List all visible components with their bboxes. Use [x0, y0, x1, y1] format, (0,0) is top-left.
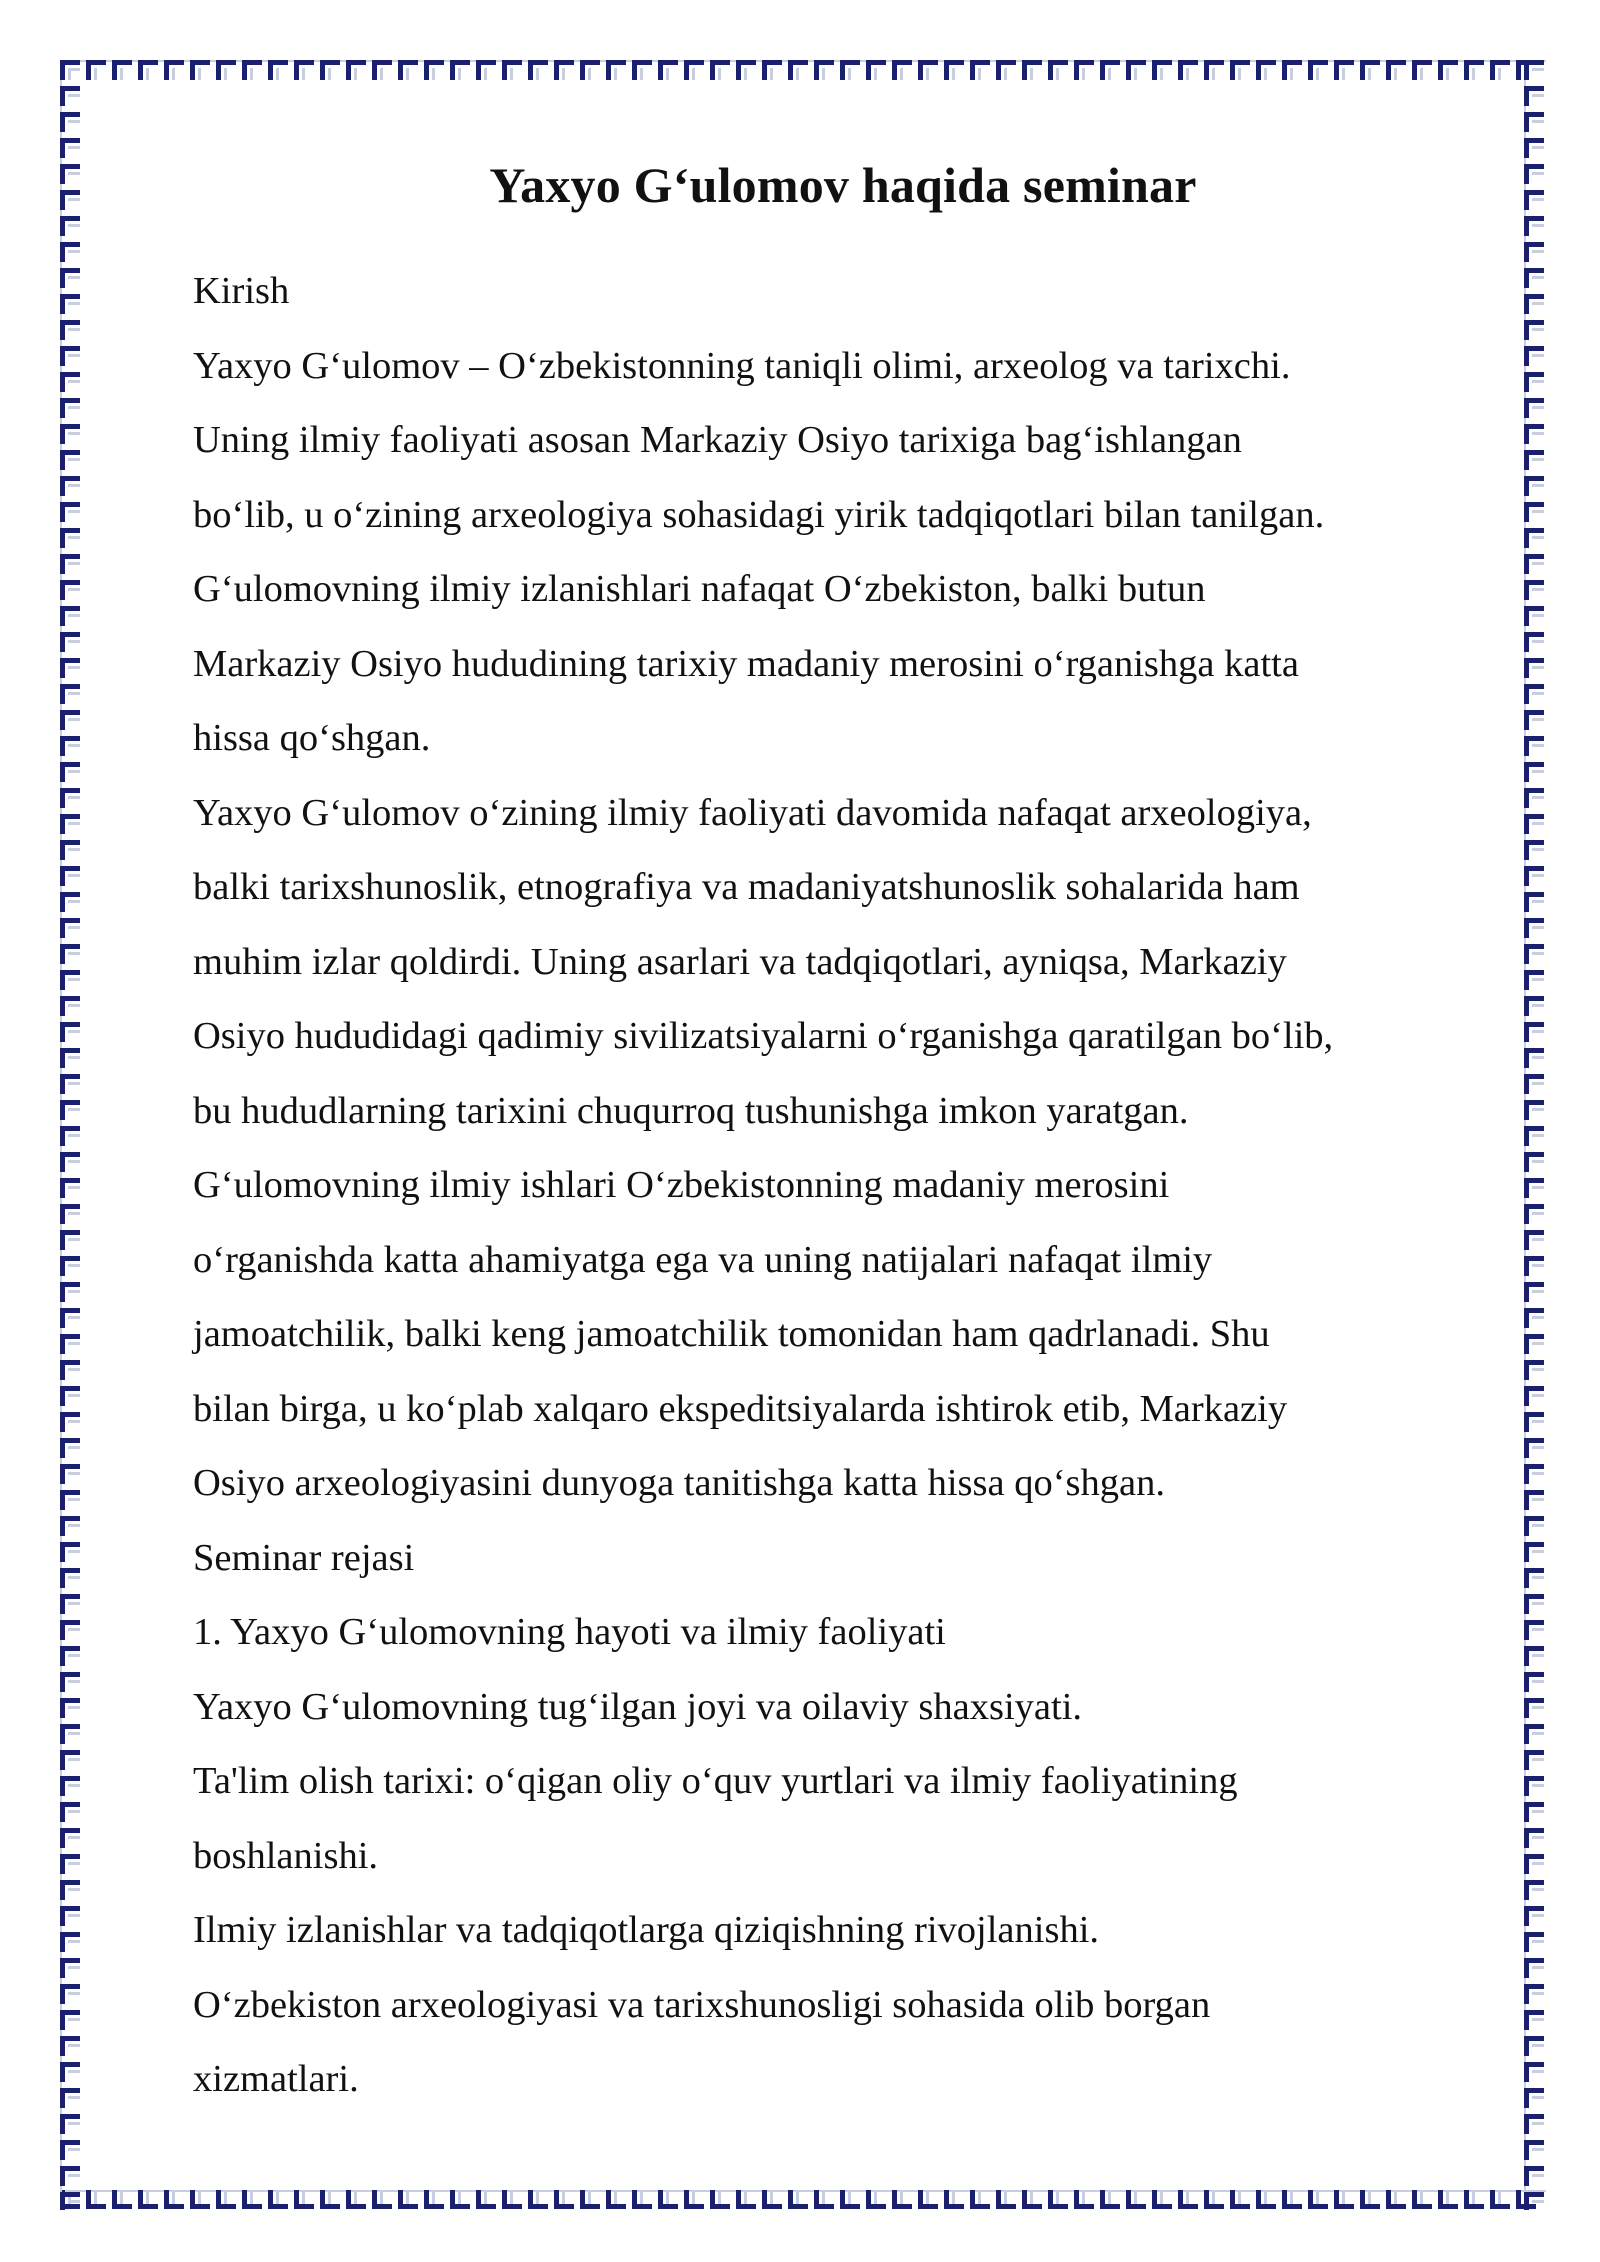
text-line: O‘zbekiston arxeologiyasi va tarixshunosligi sohasida olib borgan: [193, 1983, 1211, 2026]
text-line: jamoatchilik, balki keng jamoatchilik tomonidan ham qadrlanadi. Shu: [193, 1313, 1270, 1355]
document-title: Yaxyo G‘ulomov haqida seminar: [489, 157, 1197, 213]
text-line: Ilmiy izlanishlar va tadqiqotlarga qiziqishning rivojlanishi.: [193, 1909, 1100, 1951]
text-line: 1. Yaxyo G‘ulomovning hayoti va ilmiy faoliyati: [193, 1611, 946, 1653]
text-line: bu hududlarning tarixini chuqurroq tushunishga imkon yaratgan.: [193, 1089, 1189, 1132]
text-line: G‘ulomovning ilmiy izlanishlari nafaqat O‘zbekiston, balki butun: [193, 568, 1206, 610]
text-line: Osiyo arxeologiyasini dunyoga tanitishga katta hissa qo‘shgan.: [193, 1462, 1165, 1504]
text-line: hissa qo‘shgan.: [193, 717, 431, 759]
document-body: [193, 140, 1483, 2117]
text-line: muhim izlar qoldirdi. Uning asarlari va tadqiqotlari, ayniqsa, Markaziy: [193, 940, 1287, 983]
paragraph-lines: [193, 254, 1483, 2117]
text-line: o‘rganishda katta ahamiyatga ega va uning natijalari nafaqat ilmiy: [193, 1238, 1213, 1281]
text-line: Kirish: [193, 270, 290, 312]
section-heading: Seminar rejasi: [193, 1536, 415, 1579]
text-line: bilan birga, u ko‘plab xalqaro ekspeditsiyalarda ishtirok etib, Markaziy: [193, 1387, 1288, 1430]
text-line: balki tarixshunoslik, etnografiya va madaniyatshunoslik sohalarida ham: [193, 866, 1300, 908]
text-line: Yaxyo G‘ulomovning tug‘ilgan joyi va oilaviy shaxsiyati.: [193, 1685, 1083, 1728]
text-line: xizmatlari.: [193, 2058, 359, 2100]
text-line: Uning ilmiy faoliyati asosan Markaziy Osiyo tarixiga bag‘ishlangan: [193, 419, 1242, 461]
text-line: Yaxyo G‘ulomov o‘zining ilmiy faoliyati davomida nafaqat arxeologiya,: [193, 791, 1312, 834]
text-line: boshlanishi.: [193, 1834, 379, 1877]
text-line: Osiyo hududidagi qadimiy sivilizatsiyalarni o‘rganishga qaratilgan bo‘lib,: [193, 1015, 1334, 1057]
text-line: bo‘lib, u o‘zining arxeologiya sohasidagi yirik tadqiqotlari bilan tanilgan.: [193, 493, 1325, 536]
text-line: Markaziy Osiyo hududining tarixiy madaniy merosini o‘rganishga katta: [193, 642, 1299, 685]
text-line: G‘ulomovning ilmiy ishlari O‘zbekistonning madaniy merosini: [193, 1164, 1170, 1206]
text-line: Ta'lim olish tarixi: o‘qigan oliy o‘quv yurtlari va ilmiy faoliyatining: [193, 1760, 1238, 1802]
text-line: Yaxyo G‘ulomov – O‘zbekistonning taniqli olimi, arxeolog va tarixchi.: [193, 344, 1291, 387]
